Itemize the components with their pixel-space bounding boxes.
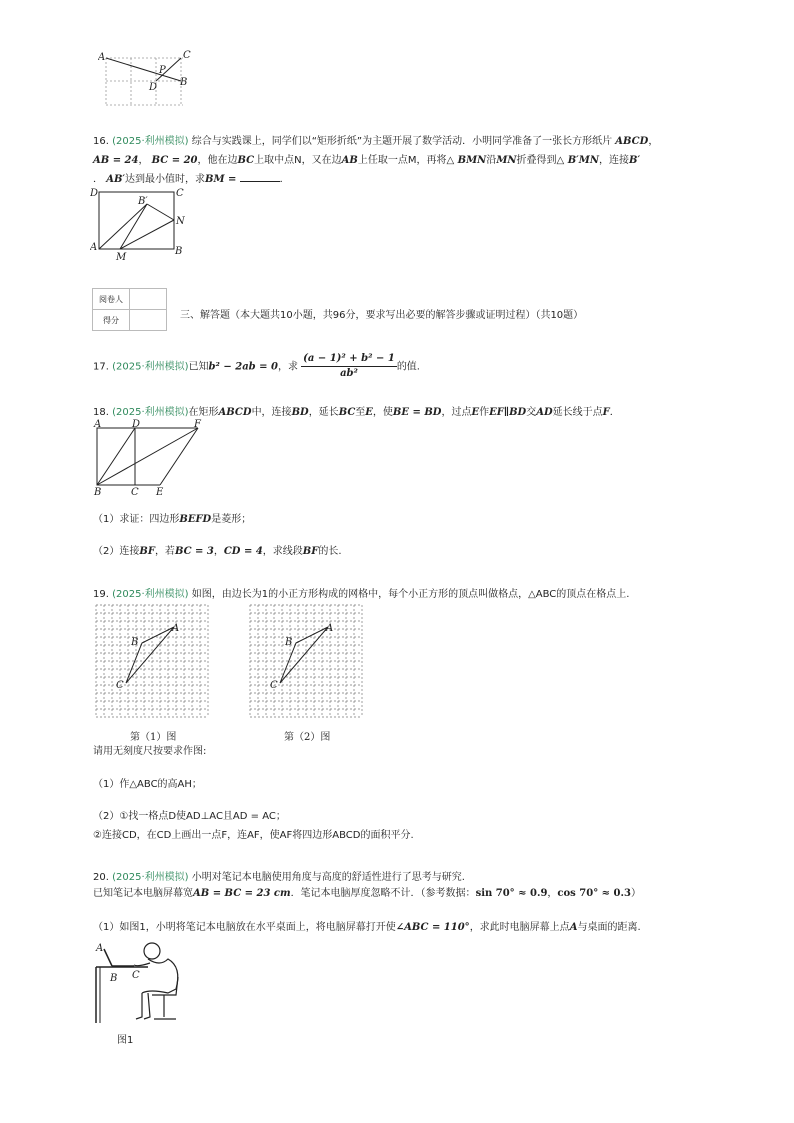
- q16-ab1: AB′: [106, 174, 126, 185]
- q20-sin: sin 70° ≈ 0.9: [475, 888, 548, 899]
- q18-p2c: ，: [213, 546, 224, 557]
- q17-frac-num: (a − 1)² + b² − 1: [301, 352, 397, 367]
- q20-number: 20.: [93, 872, 109, 883]
- q17-frac-den: ab²: [340, 368, 358, 379]
- q20-line2: [93, 887, 641, 901]
- q17-fraction: [301, 352, 397, 381]
- q20-t1: 小明对笔记本电脑使用角度与高度的舒适性进行了思考与研究.: [191, 872, 465, 883]
- q16-t-l: 折叠得到: [516, 155, 557, 166]
- q18-t9: 延长线于点: [552, 407, 603, 418]
- q19-g2-label-c: C: [270, 680, 278, 691]
- q16-label-m: M: [116, 252, 127, 262]
- q19-g1-label-b: B: [131, 637, 139, 648]
- q19-part2: （2）①找一格点D使AD⊥AC且AD = AC；: [93, 811, 286, 822]
- q16-line1: 16. (2025·利州模拟) 综合与实践课上，同学们以“矩形折纸”为主题开展了数学活动．小明同学准备了一张长方形纸片 ABCD，: [93, 136, 659, 147]
- q18-p1b: 是菱形；: [211, 514, 252, 525]
- q16-number: 16.: [93, 136, 109, 147]
- q18-m9: F: [602, 407, 610, 418]
- q18-m8: AD: [536, 407, 553, 418]
- section3-heading: 三、解答题（本大题共10小题，共96分，要求写出必要的解答步骤或证明过程）（共10题）: [180, 310, 584, 321]
- q17-t1: 已知: [188, 361, 209, 373]
- score-box: [92, 288, 167, 331]
- q19-g1-label-a: A: [172, 623, 180, 634]
- label-b: B: [180, 77, 188, 88]
- q18-p2m3: CD = 4: [223, 546, 263, 557]
- q17-source: (2025·利州模拟): [112, 361, 189, 373]
- q16-t3a: ．: [93, 174, 103, 185]
- q19-g2-label-b: B: [285, 637, 293, 648]
- q18-p2m2: BC = 3: [174, 546, 214, 557]
- q18-label-b: B: [94, 487, 102, 496]
- q17-eq: b² − 2ab = 0: [208, 361, 278, 373]
- q19-caption-1: 第（1）图: [130, 732, 177, 743]
- q18-p1a: （1）求证：四边形: [93, 514, 180, 525]
- q20-figure: [90, 937, 190, 1027]
- q18-t5: ，使: [372, 407, 393, 418]
- q19-g2-label-a: A: [326, 623, 334, 634]
- q18-part2: [93, 545, 342, 559]
- q18-label-a: A: [94, 419, 102, 430]
- q19-caption-2: 第（2）图: [284, 732, 331, 743]
- q19-number: 19.: [93, 589, 109, 600]
- q19-part3: ②连接CD，在CD上画出一点F，连AF，使AF将四边形ABCD的面积平分.: [93, 830, 414, 841]
- q16-tri-bmn: △ BMN: [446, 155, 487, 166]
- q20-p1c: 与桌面的距离.: [577, 922, 641, 933]
- q16-mn: MN: [496, 155, 517, 166]
- q18-p2m4: BF: [302, 546, 319, 557]
- reviewer-cell[interactable]: [130, 289, 167, 310]
- q18-label-f: F: [194, 419, 201, 430]
- q20-cos: cos 70° ≈ 0.3: [557, 888, 631, 899]
- q18-t6: ，过点: [441, 407, 472, 418]
- label-d: D: [149, 82, 158, 93]
- q18-m4: E: [365, 407, 373, 418]
- q16-bc-eq: BC = 20: [151, 155, 198, 166]
- q16-label-a: A: [90, 242, 98, 253]
- q16-t-j: 沿: [486, 155, 497, 166]
- score-label: 得分: [93, 310, 130, 331]
- q18-m5: BE = BD: [392, 407, 442, 418]
- q16-figure: [90, 184, 196, 262]
- q16-line2: [93, 154, 640, 168]
- q16-label-n: N: [176, 216, 185, 227]
- q20-t2m: AB = BC = 23 cm: [193, 888, 291, 899]
- q20-p1m2: A: [569, 922, 578, 933]
- q16-comma: ，: [138, 155, 149, 166]
- q20-p1b: ，求此时电脑屏幕上点: [469, 922, 570, 933]
- q20-t2d: ，: [547, 888, 558, 899]
- score-cell[interactable]: [130, 310, 167, 331]
- q18-label-c: C: [131, 487, 139, 496]
- q16-t-f: 上取中点N，又在边: [254, 155, 342, 166]
- q18-t1: 在矩形: [188, 407, 219, 418]
- q20-p1m: ∠ABC = 110°: [395, 922, 470, 933]
- q18-t3: ，延长: [308, 407, 339, 418]
- q20-t2a: 已知笔记本电脑屏幕宽: [93, 888, 193, 899]
- q17-t2: ，求: [277, 361, 298, 373]
- q17-t3: 的值.: [396, 361, 420, 373]
- q19-grid-1: [94, 603, 216, 721]
- q19-line: [93, 588, 629, 602]
- q20-label-c: C: [132, 970, 140, 981]
- q16-bm-eq: BM =: [205, 174, 237, 185]
- q19-text: 如图，由边长为1的小正方形构成的网格中，每个小正方形的顶点叫做格点，△ABC的顶点在格点上.: [191, 589, 630, 600]
- q20-line1: [93, 871, 465, 885]
- q16-label-b: B: [175, 246, 183, 257]
- q18-part1: [93, 513, 251, 527]
- q18-m3: BC: [338, 407, 356, 418]
- label-p: P: [159, 65, 166, 76]
- top-figure: [98, 48, 198, 110]
- q20-label-a: A: [96, 943, 104, 954]
- q18-t10: ．: [609, 407, 620, 418]
- q16-t-h: 上任取一点M，再将: [357, 155, 447, 166]
- q16-answer-blank[interactable]: [240, 172, 280, 182]
- q19-instruction: 请用无刻度尺按要求作图:: [93, 746, 207, 757]
- q20-figure-caption: 图1: [117, 1035, 134, 1046]
- q16-t-n: ，连接: [599, 155, 630, 166]
- q18-source: (2025·利州模拟): [112, 407, 189, 418]
- q18-number: 18.: [93, 407, 109, 418]
- q16-t3e: ．: [279, 174, 290, 185]
- q17-number: 17.: [93, 361, 109, 373]
- q18-m7: EF∥BD: [489, 407, 527, 418]
- label-c: C: [183, 50, 191, 61]
- q16-abcd: ABCD: [615, 136, 649, 147]
- q16-text-a: 综合与实践课上，同学们以“矩形折纸”为主题开展了数学活动．小明同学准备了一张长方形纸片: [191, 136, 613, 147]
- q18-t8: 交: [526, 407, 537, 418]
- q18-label-d: D: [132, 419, 141, 430]
- q18-t2: 中，连接: [251, 407, 292, 418]
- q17-line: [93, 352, 420, 381]
- q18-p2m1: BF: [139, 546, 155, 557]
- q18-p2e: 的长.: [318, 546, 342, 557]
- q19-source: (2025·利州模拟): [112, 589, 189, 600]
- reviewer-label: 阅卷人: [93, 289, 130, 310]
- q20-part1: [93, 921, 641, 935]
- q16-ab: AB: [341, 155, 358, 166]
- q18-t4: 至: [355, 407, 366, 418]
- q18-p2d: ，求线段: [262, 546, 303, 557]
- q19-g1-label-c: C: [116, 680, 124, 691]
- q20-source: (2025·利州模拟): [112, 872, 189, 883]
- q18-p2b: ，若: [154, 546, 175, 557]
- q18-m6: E: [471, 407, 480, 418]
- q16-bc: BC: [237, 155, 255, 166]
- q16-ab-eq: AB = 24: [93, 155, 139, 166]
- q18-m1: ABCD: [218, 407, 252, 418]
- q18-p2a: （2）连接: [93, 546, 140, 557]
- label-a: A: [98, 52, 106, 63]
- q20-t2b: ．笔记本电脑厚度忽略不计．（参考数据：: [290, 888, 476, 899]
- q16-label-b1: B′: [138, 196, 148, 207]
- q19-part1: （1）作△ABC的高AH；: [93, 779, 202, 790]
- q16-source: (2025·利州模拟): [112, 136, 189, 147]
- q16-t3c: 达到最小值时，求: [125, 174, 206, 185]
- q20-t2f: ）: [630, 888, 641, 899]
- q19-grid-2: [248, 603, 370, 721]
- q16-t-d: ，他在边: [197, 155, 238, 166]
- q16-b1: B′: [629, 155, 641, 166]
- q16-label-c: C: [176, 188, 184, 199]
- q20-label-b: B: [110, 973, 118, 984]
- q18-figure: [90, 418, 208, 496]
- q18-m2: BD: [291, 407, 309, 418]
- q16-label-d: D: [90, 188, 99, 199]
- q18-label-e: E: [156, 487, 164, 496]
- q18-t7: 作: [479, 407, 490, 418]
- q16-tri-b1mn: △ B′MN: [556, 155, 600, 166]
- q20-p1a: （1）如图1，小明将笔记本电脑放在水平桌面上，将电脑屏幕打开使: [93, 922, 396, 933]
- q18-p1m: BEFD: [179, 514, 212, 525]
